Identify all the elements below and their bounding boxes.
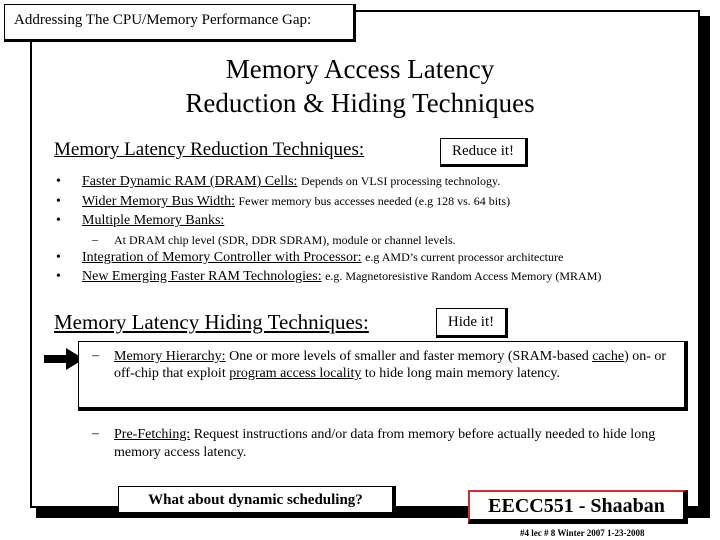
hierarchy-text-2: ) on- or off-chip that exploit (114, 349, 667, 381)
prefetching-text (114, 426, 694, 462)
item-label: Integration of Memory Controller with Processor: (82, 250, 362, 265)
reduction-heading: Memory Latency Reduction Techniques: (54, 139, 365, 160)
reduction-item-ram-tech (82, 269, 601, 285)
reduction-item-bus (82, 194, 510, 210)
hierarchy-text-1: One or more levels of smaller and faster memory (SRAM-based (225, 349, 593, 364)
prefetch-dash: – (92, 426, 99, 441)
slide-title-line2: Reduction & Hiding Techniques (185, 88, 535, 118)
hierarchy-dash: – (92, 348, 99, 363)
locality-term: program access locality (229, 366, 362, 381)
reduce-it-box (440, 138, 528, 167)
hierarchy-label: Memory Hierarchy: (114, 349, 226, 364)
course-brand-box (468, 490, 688, 524)
hide-it-box (436, 308, 508, 338)
memory-hierarchy-text (114, 348, 680, 382)
reduction-item-controller (82, 250, 563, 266)
prefetch-description: Request instructions and/or data from memory before actually needed to hide long memory access latency. (114, 427, 656, 460)
reduction-item-banks (82, 213, 224, 229)
question-text: What about dynamic scheduling? (148, 492, 363, 508)
cache-term: cache (592, 349, 625, 364)
item-note: e.g AMD’s current processor architecture (365, 250, 564, 264)
bullet: • (56, 213, 61, 228)
item-label: New Emerging Faster RAM Technologies: (82, 269, 322, 284)
reduction-item-dram (82, 174, 500, 190)
topic-text: Addressing The CPU/Memory Performance Gap: (14, 12, 312, 28)
bullet: • (56, 250, 61, 265)
course-brand-text: EECC551 - Shaaban (488, 495, 665, 517)
item-note: Depends on VLSI processing technology. (300, 174, 501, 188)
sub-item-text: At DRAM chip level (SDR, DDR SDRAM), module or channel levels. (114, 233, 456, 247)
hiding-heading: Memory Latency Hiding Techniques: (54, 310, 369, 334)
item-label: Wider Memory Bus Width: (82, 194, 235, 209)
slide-title-line1: Memory Access Latency (225, 54, 495, 84)
question-box (118, 486, 396, 516)
bullet: • (56, 174, 61, 189)
reduce-it-label: Reduce it! (451, 143, 515, 159)
item-note: Fewer memory bus accesses needed (e.g 128 vs. 64 bits) (238, 194, 511, 208)
slide-footer: #4 lec # 8 Winter 2007 1-23-2008 (520, 528, 645, 538)
item-label: Multiple Memory Banks: (82, 213, 225, 228)
item-note: e.g. Magnetoresistive Random Access Memory (MRAM) (325, 269, 602, 283)
bullet: • (56, 269, 61, 284)
bullet: • (56, 194, 61, 209)
sub-dash: – (92, 232, 98, 246)
item-label: Faster Dynamic RAM (DRAM) Cells: (82, 174, 298, 189)
hierarchy-text-3: to hide long main memory latency. (361, 366, 560, 381)
prefetch-label: Pre-Fetching: (114, 427, 191, 442)
hide-it-label: Hide it! (447, 314, 495, 330)
topic-box (4, 4, 356, 42)
